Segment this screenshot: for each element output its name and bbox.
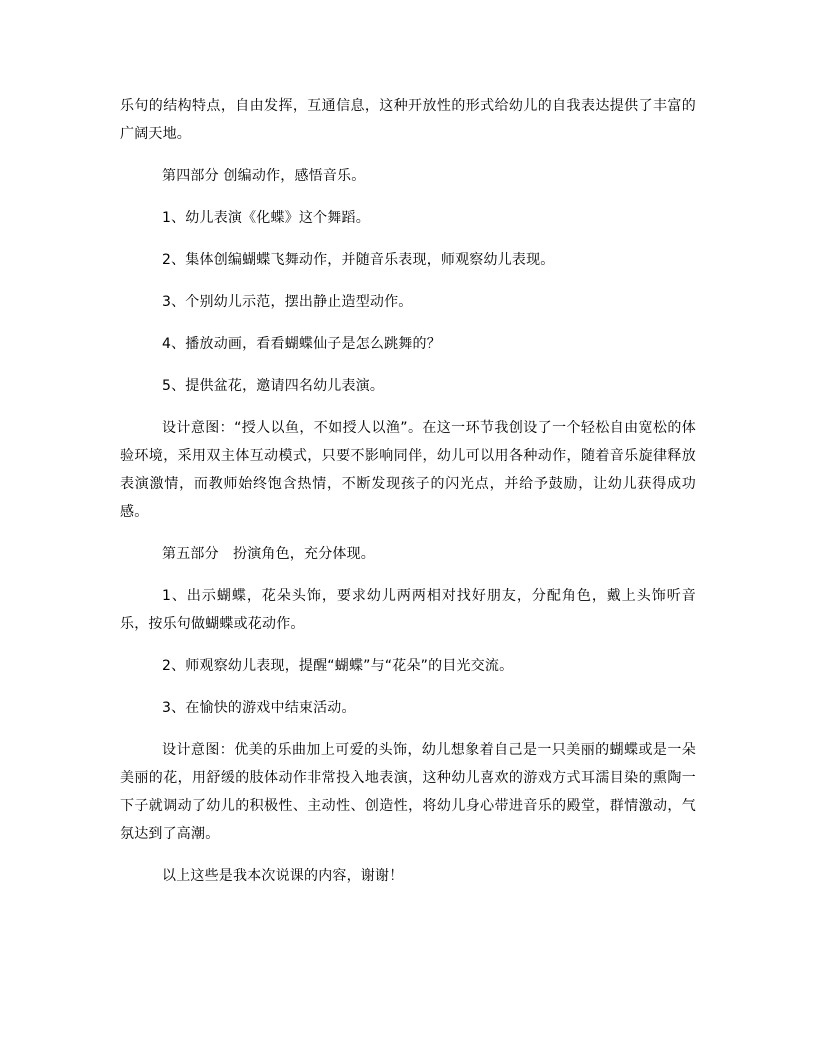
list-item: 2、集体创编蝴蝶飞舞动作，并随音乐表现，师观察幼儿表现。 (162, 252, 555, 268)
paragraph-continuation: 乐句的结构特点，自由发挥，互通信息，这种开放性的形式给幼儿的自我表达提供了丰富的广阔天地。 (120, 98, 696, 142)
list-item: 3、在愉快的游戏中结束活动。 (162, 700, 356, 716)
list-item: 3、个别幼儿示范，摆出静止造型动作。 (162, 294, 413, 310)
design-intent-paragraph: 设计意图：“授人以鱼，不如授人以渔”。在这一环节我创设了一个轻松自由宽松的体验环境，采用双主体互动模式，只要不影响同伴，幼儿可以用各种动作，随着音乐旋律释放表演激情，而教师始终饱含热情，不断发现孩子的闪光点，并给予鼓励，让幼儿获得成功感。 (120, 420, 696, 520)
document-body (120, 92, 696, 890)
closing-paragraph: 以上这些是我本次说课的内容，谢谢！ (162, 868, 404, 884)
list-item: 1、幼儿表演《化蝶》这个舞蹈。 (162, 210, 370, 226)
list-item: 4、播放动画，看看蝴蝶仙子是怎么跳舞的？ (162, 336, 441, 352)
list-item: 5、提供盆花，邀请四名幼儿表演。 (162, 378, 385, 394)
design-intent-paragraph: 设计意图：优美的乐曲加上可爱的头饰，幼儿想象着自己是一只美丽的蝴蝶或是一朵美丽的花，用舒缓的肢体动作非常投入地表演，这种幼儿喜欢的游戏方式耳濡目染的熏陶一下子就调动了幼儿的积极性、主动性、创造性，将幼儿身心带进音乐的殿堂，群情激动，气氛达到了高潮。 (120, 742, 696, 842)
section-heading-part-five: 第五部分 扮演角色，充分体现。 (162, 546, 375, 562)
list-item: 1、出示蝴蝶，花朵头饰，要求幼儿两两相对找好朋友，分配角色，戴上头饰听音乐，按乐句做蝴蝶或花动作。 (120, 588, 696, 632)
section-heading-part-four: 第四部分 创编动作，感悟音乐。 (162, 168, 366, 184)
list-item: 2、师观察幼儿表现，提醒“蝴蝶”与“花朵”的目光交流。 (162, 658, 514, 674)
